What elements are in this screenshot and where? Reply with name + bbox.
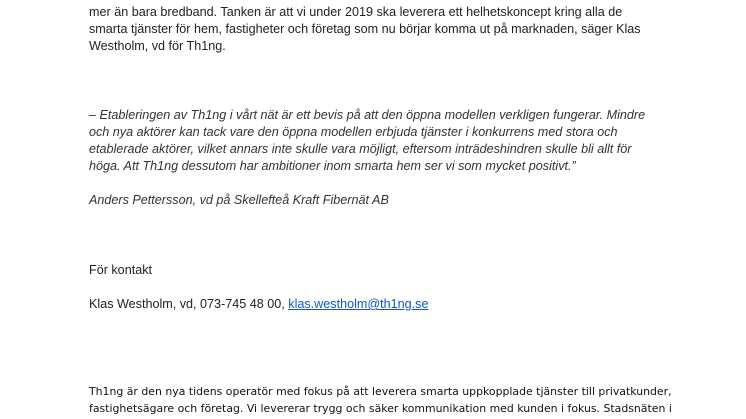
contact-details	[89, 296, 428, 313]
about-line: fastighetsägare och företag. Vi levererar trygg och säker kommunikation med kunden i fokus. Stadsnäten i	[89, 402, 672, 415]
contact-text: Klas Westholm, vd, 073-745 48 00,	[89, 297, 289, 311]
quote-line: höga. Att Th1ng dessutom har ambitioner inom smarta hem ser vi som mycket positivt.”	[89, 159, 576, 173]
about-line: Th1ng är den nya tidens operatör med fokus på att leverera smarta uppkopplade tjänster till privatkunder,	[89, 385, 672, 398]
quote-line: – Etableringen av Th1ng i vårt nät är ett bevis på att den öppna modellen verkligen fungerar. Mindre	[89, 108, 646, 122]
quote-line: etablerade aktörer, vilket annars inte skulle vara möjligt, eftersom inträdeshindren skulle bli allt för	[89, 142, 632, 156]
email-link[interactable]: klas.westholm@th1ng.se	[288, 297, 429, 311]
quote-attribution: Anders Pettersson, vd på Skellefteå Kraft Fibernät AB	[89, 193, 389, 207]
quote-line: och nya aktörer kan tack vare den öppna modellen erbjuda tjänster i konkurrens med stora och	[89, 125, 618, 139]
paragraph-line: mer än bara bredband. Tanken är att vi under 2019 ska leverera ett helhetskoncept kring alla de	[89, 5, 623, 19]
contact-heading: För kontakt	[89, 263, 152, 277]
paragraph-line: Westholm, vd för Th1ng.	[89, 39, 226, 53]
paragraph-line: smarta tjänster för hem, fastigheter och företag som nu börjar komma ut på marknaden, säger Klas	[89, 22, 641, 36]
